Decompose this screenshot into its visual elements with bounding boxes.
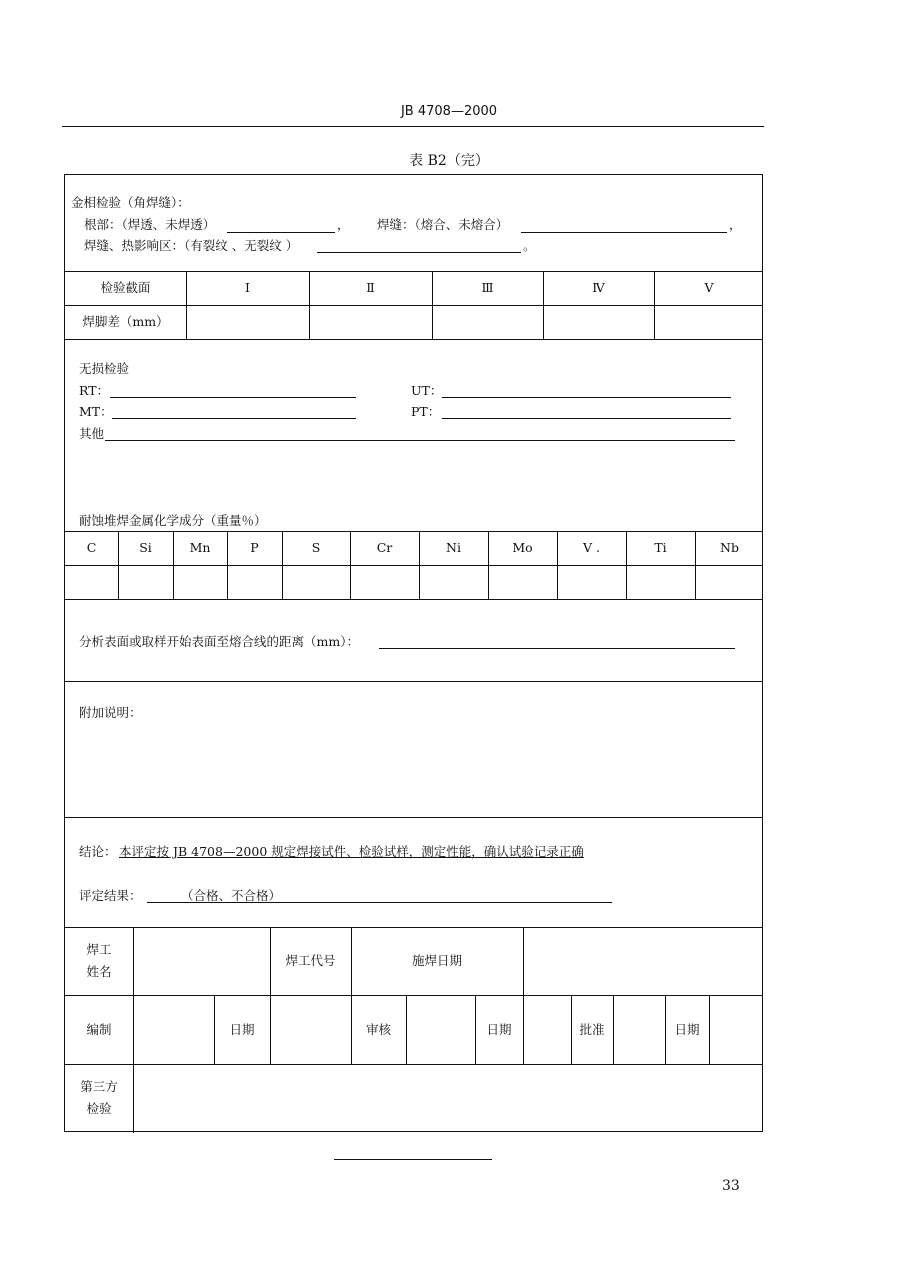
mt-blank <box>112 418 356 419</box>
date-label-1: 日期 <box>229 1021 255 1037</box>
result-label: 评定结果： <box>79 888 142 903</box>
conclusion-prefix: 结论： <box>79 844 117 859</box>
element-si: Si <box>139 540 152 555</box>
divider <box>65 817 762 818</box>
haz-blank <box>317 252 521 253</box>
root-label: 根部：（焊透、未焊透） <box>84 217 216 232</box>
standard-number-header: JB 4708—2000 <box>400 104 498 119</box>
divider <box>571 995 572 1064</box>
pt-blank <box>442 418 731 419</box>
remarks-label: 附加说明： <box>79 705 142 720</box>
divider <box>543 271 544 339</box>
element-ni: Ni <box>446 540 461 555</box>
footer-rule <box>334 1159 492 1160</box>
ut-blank <box>442 397 731 398</box>
divider <box>665 995 666 1064</box>
welder-code-label: 焊工代号 <box>285 953 336 968</box>
element-p: P <box>250 540 259 555</box>
header-rule <box>62 126 764 127</box>
date-label-3: 日期 <box>674 1021 700 1037</box>
divider <box>118 531 119 599</box>
other-blank <box>105 440 735 441</box>
divider <box>432 271 433 339</box>
report-table <box>64 174 763 1132</box>
element-c: C <box>86 540 97 555</box>
divider <box>282 531 283 599</box>
divider <box>65 681 762 682</box>
divider <box>626 531 627 599</box>
page-number: 33 <box>722 1178 740 1194</box>
pt-label: PT： <box>411 404 441 419</box>
divider <box>227 531 228 599</box>
element-v: V . <box>583 540 600 555</box>
conclusion-text: 本评定按 JB 4708—2000 规定焊接试件、检验试样，测定性能，确认试验记录正确 <box>119 844 584 859</box>
section-5: Ⅴ <box>704 280 714 295</box>
divider <box>65 599 762 600</box>
divider <box>419 531 420 599</box>
section-3: Ⅲ <box>481 280 494 295</box>
ndt-heading: 无损检验 <box>79 361 130 376</box>
divider <box>475 995 476 1064</box>
metallographic-heading: 金相检验（角焊缝）： <box>71 195 190 210</box>
divider <box>709 995 710 1064</box>
divider <box>654 271 655 339</box>
weld-blank <box>521 232 727 233</box>
chem-heading: 耐蚀堆焊金属化学成分（重量％） <box>79 513 267 528</box>
haz-label: 焊缝、热影响区：（有裂纹 、无裂纹 ） <box>84 238 299 253</box>
root-blank <box>227 232 335 233</box>
divider <box>65 995 762 996</box>
section-label: 检验截面 <box>100 280 151 295</box>
element-cr: Cr <box>376 540 393 555</box>
distance-label: 分析表面或取样开始表面至熔合线的距离（mm）： <box>79 634 359 649</box>
divider <box>488 531 489 599</box>
divider <box>65 339 762 340</box>
mt-label: MT： <box>79 404 113 419</box>
distance-blank <box>379 648 735 649</box>
other-label: 其他 <box>79 426 105 441</box>
welder-name-label: 焊工姓名 <box>86 942 112 979</box>
result-value: （合格、不合格） <box>181 888 282 903</box>
root-comma: ， <box>337 217 350 232</box>
divider <box>214 995 215 1064</box>
element-s: S <box>311 540 321 555</box>
prepared-label: 编制 <box>86 1021 112 1037</box>
element-nb: Nb <box>720 540 739 555</box>
divider <box>406 995 407 1064</box>
divider <box>173 531 174 599</box>
section-2: Ⅱ <box>366 280 375 295</box>
element-mn: Mn <box>189 540 211 555</box>
rt-blank <box>110 397 356 398</box>
divider <box>133 927 134 1133</box>
divider <box>557 531 558 599</box>
section-1: Ⅰ <box>245 280 250 295</box>
ut-label: UT： <box>411 383 443 398</box>
result-blank <box>147 902 612 903</box>
divider <box>695 531 696 599</box>
weld-label: 焊缝：（熔合、未熔合） <box>377 217 509 232</box>
element-mo: Mo <box>512 540 533 555</box>
divider <box>65 1064 762 1065</box>
haz-end: 。 <box>523 238 536 253</box>
table-title: 表 B2（完） <box>409 153 489 169</box>
approved-label: 批准 <box>579 1021 605 1037</box>
weld-date-label: 施焊日期 <box>411 953 462 968</box>
divider <box>309 271 310 339</box>
third-party-label: 第三方检验 <box>80 1079 118 1116</box>
weld-comma: ， <box>729 217 742 232</box>
reviewed-label: 审核 <box>365 1021 391 1037</box>
divider <box>350 531 351 599</box>
element-ti: Ti <box>654 540 667 555</box>
fillet-diff-label: 焊脚差（mm） <box>82 314 169 329</box>
date-label-2: 日期 <box>486 1021 512 1037</box>
rt-label: RT： <box>79 383 110 398</box>
divider <box>65 565 762 566</box>
section-4: Ⅳ <box>592 280 605 295</box>
divider <box>186 271 187 339</box>
divider <box>613 995 614 1064</box>
